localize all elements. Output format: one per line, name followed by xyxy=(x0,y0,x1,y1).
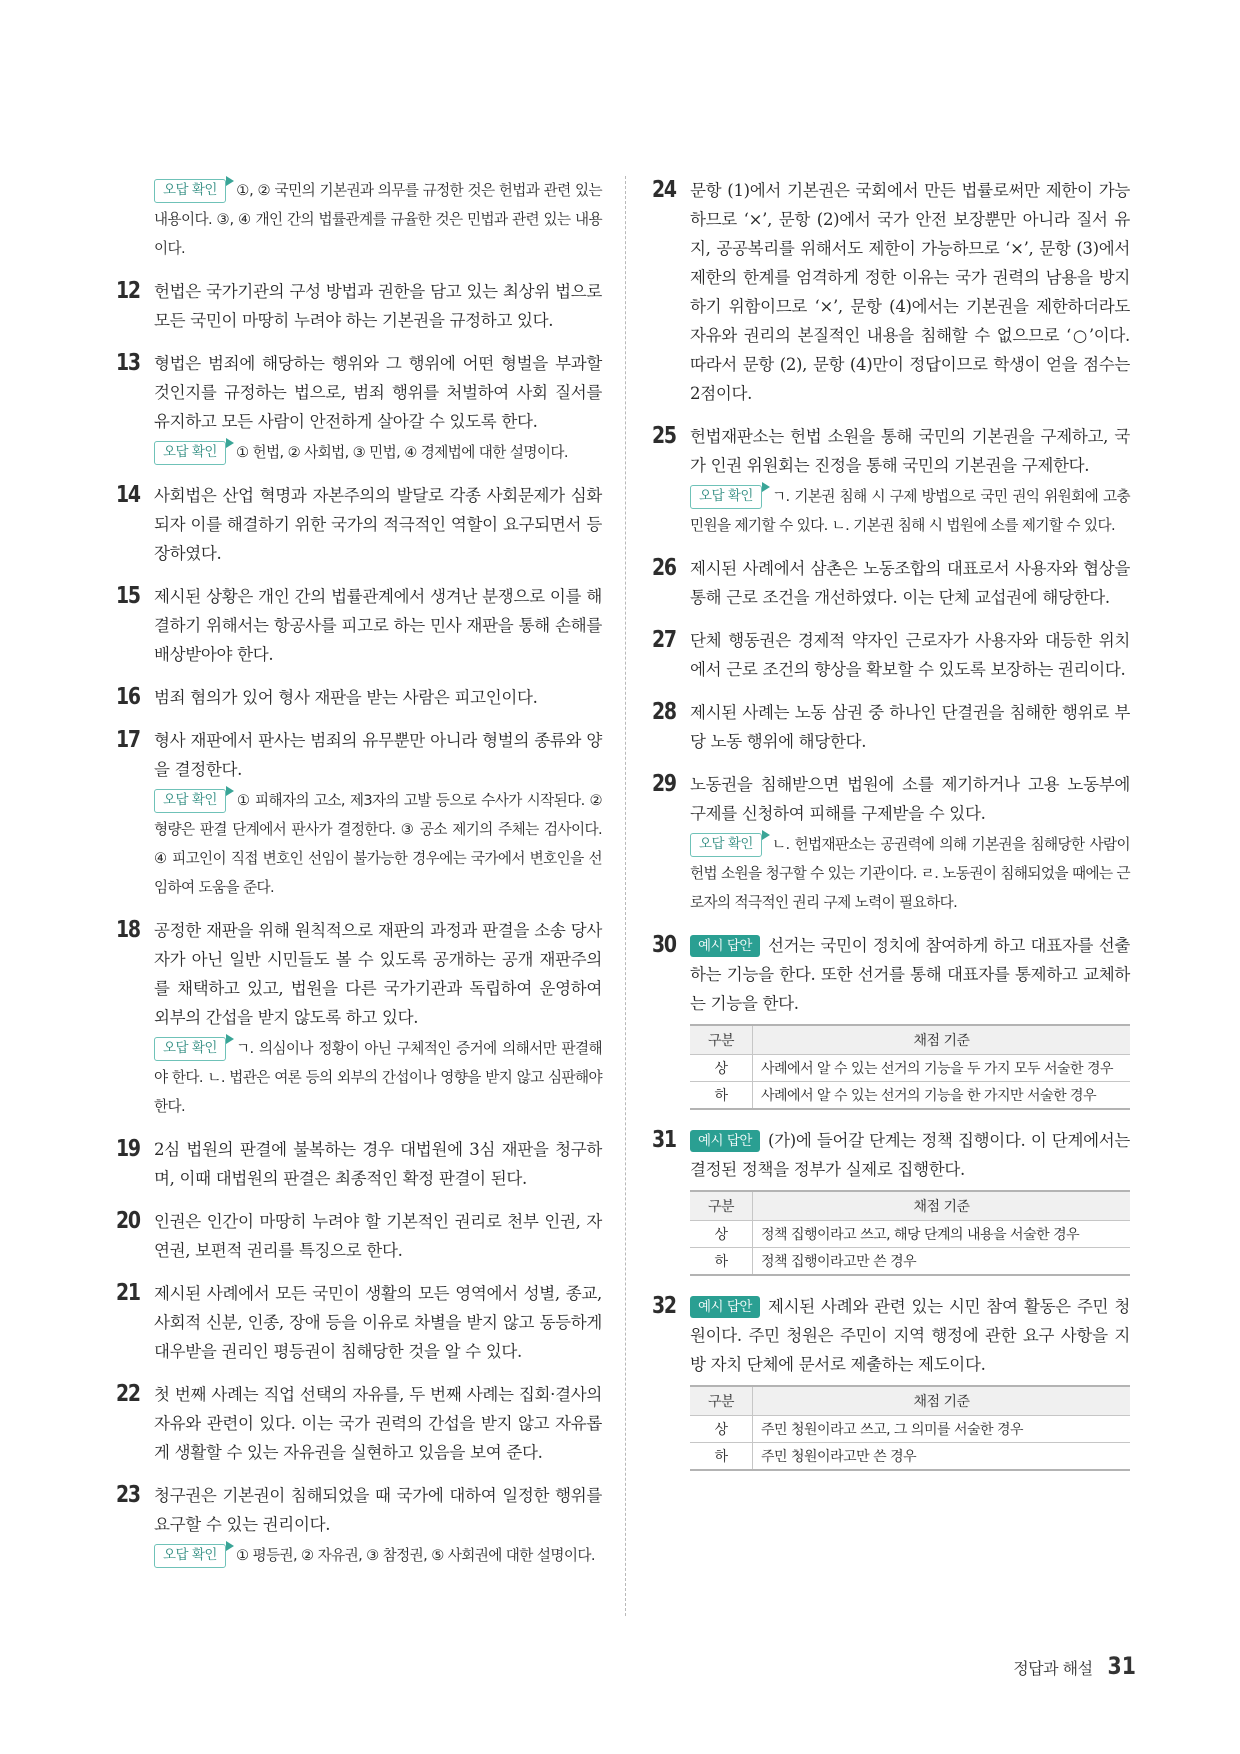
question-number: 22 xyxy=(116,1381,140,1407)
answer-text: 제시된 사례에서 삼촌은 노동조합의 대표로서 사용자와 협상을 통해 근로 조건을 개선하였다. 이는 단체 교섭권에 해당한다. xyxy=(690,559,1130,607)
rubric-header-criteria: 채점 기준 xyxy=(753,1386,1131,1416)
answer-21 xyxy=(116,1279,602,1366)
column-divider xyxy=(625,176,626,1616)
wrong-answer-check-tag: 오답 확인 xyxy=(690,485,762,509)
sample-answer-tag: 예시 답안 xyxy=(690,1296,760,1318)
rubric-row xyxy=(690,1416,1130,1443)
wrong-answer-note xyxy=(154,786,602,902)
rubric-row xyxy=(690,1082,1130,1110)
answer-27 xyxy=(652,626,1130,684)
answer-26 xyxy=(652,554,1130,612)
rubric-level: 상 xyxy=(690,1055,753,1082)
wrong-answer-note xyxy=(154,438,602,467)
rubric-header-criteria: 채점 기준 xyxy=(753,1191,1131,1221)
wrong-answer-check-tag: 오답 확인 xyxy=(154,1544,226,1568)
wrong-answer-note xyxy=(154,1034,602,1121)
answer-text: 단체 행동권은 경제적 약자인 근로자가 사용자와 대등한 위치에서 근로 조건의 향상을 확보할 수 있도록 보장하는 권리이다. xyxy=(690,631,1130,679)
rubric-header-level: 구분 xyxy=(690,1386,753,1416)
rubric-row xyxy=(690,1055,1130,1082)
answer-14 xyxy=(116,481,602,568)
rubric-criteria: 정책 집행이라고 쓰고, 해당 단계의 내용을 서술한 경우 xyxy=(753,1221,1131,1248)
answer-13 xyxy=(116,349,602,467)
scoring-rubric-table xyxy=(690,1190,1130,1276)
rubric-level: 하 xyxy=(690,1248,753,1276)
answer-15 xyxy=(116,582,602,669)
answer-text: 첫 번째 사례는 직업 선택의 자유를, 두 번째 사례는 집회·결사의 자유와 관련이 있다. 이는 국가 권력의 간섭을 받지 않고 자유롭게 생활할 수 있는 자유권을 실현하고 있음을 보여 준다. xyxy=(154,1385,602,1462)
rubric-header-row xyxy=(690,1191,1130,1221)
question-number: 25 xyxy=(652,423,676,449)
question-number: 23 xyxy=(116,1482,140,1508)
page-footer xyxy=(1013,1652,1138,1680)
footer-section-label: 정답과 해설 xyxy=(1013,1659,1093,1678)
note-text: ① 헌법, ② 사회법, ③ 민법, ④ 경제법에 대한 설명이다. xyxy=(235,444,568,461)
wrong-answer-note xyxy=(690,830,1130,917)
answer-28 xyxy=(652,698,1130,756)
answer-text: 범죄 혐의가 있어 형사 재판을 받는 사람은 피고인이다. xyxy=(154,688,538,707)
answer-text: 제시된 사례는 노동 삼권 중 하나인 단결권을 침해한 행위로 부당 노동 행위에 해당한다. xyxy=(690,703,1130,751)
scoring-rubric-table xyxy=(690,1385,1130,1471)
wrong-answer-check-tag: 오답 확인 xyxy=(154,179,226,203)
answer-12 xyxy=(116,277,602,335)
answer-text xyxy=(690,931,1130,1018)
rubric-header-row xyxy=(690,1386,1130,1416)
rubric-header-criteria: 채점 기준 xyxy=(753,1025,1131,1055)
answer-30 xyxy=(652,931,1130,1110)
wrong-answer-check-tag: 오답 확인 xyxy=(154,441,226,465)
answer-text: 헌법재판소는 헌법 소원을 통해 국민의 기본권을 구제하고, 국가 인권 위원회는 진정을 통해 국민의 기본권을 구제한다. xyxy=(690,427,1130,475)
answer-text: 제시된 사례에서 모든 국민이 생활의 모든 영역에서 성별, 종교, 사회적 신분, 인종, 장애 등을 이유로 차별을 받지 않고 동등하게 대우받을 권리인 평등권이 침해당한 것을 알 수 있다. xyxy=(154,1284,602,1361)
scoring-rubric-table xyxy=(690,1024,1130,1110)
answer-text: 노동권을 침해받으면 법원에 소를 제기하거나 고용 노동부에 구제를 신청하여 피해를 구제받을 수 있다. xyxy=(690,775,1130,823)
rubric-level: 하 xyxy=(690,1443,753,1471)
rubric-criteria: 주민 청원이라고만 쓴 경우 xyxy=(753,1443,1131,1471)
answer-text: 청구권은 기본권이 침해되었을 때 국가에 대하여 일정한 행위를 요구할 수 있는 권리이다. xyxy=(154,1486,602,1534)
rubric-header-row xyxy=(690,1025,1130,1055)
answer-text: 인권은 인간이 마땅히 누려야 할 기본적인 권리로 천부 인권, 자연권, 보편적 권리를 특징으로 한다. xyxy=(154,1212,602,1260)
question-number: 17 xyxy=(116,727,140,753)
note-text: ① 피해자의 고소, 제3자의 고발 등으로 수사가 시작된다. ② 형량은 판결 단계에서 판사가 결정한다. ③ 공소 제기의 주체는 검사이다. ④ 피고인이 직접 변호인 선임이 불가능한 경우에는 국가에서 변호인을 선임하여 도움을 준다. xyxy=(154,792,602,896)
question-number: 20 xyxy=(116,1208,140,1234)
rubric-criteria: 정책 집행이라고만 쓴 경우 xyxy=(753,1248,1131,1276)
question-number: 15 xyxy=(116,583,140,609)
sample-answer-text: 선거는 국민이 정치에 참여하게 하고 대표자를 선출하는 기능을 한다. 또한 선거를 통해 대표자를 통제하고 교체하는 기능을 한다. xyxy=(690,936,1130,1013)
wrong-answer-check-tag: 오답 확인 xyxy=(690,833,762,857)
rubric-header-level: 구분 xyxy=(690,1025,753,1055)
answer-text: 공정한 재판을 위해 원칙적으로 재판의 과정과 판결을 소송 당사자가 아닌 일반 시민들도 볼 수 있도록 공개하는 공개 재판주의를 채택하고 있고, 법원을 다른 국가기관과 독립하여 운영하여 외부의 간섭을 받지 않도록 하고 있다. xyxy=(154,921,602,1027)
note-text: ㄴ. 헌법재판소는 공권력에 의해 기본권을 침해당한 사람이 헌법 소원을 청구할 수 있는 기관이다. ㄹ. 노동권이 침해되었을 때에는 근로자의 적극적인 권리 구제 노력이 필요하다. xyxy=(690,836,1130,911)
question-number: 30 xyxy=(652,932,676,958)
question-number: 29 xyxy=(652,771,676,797)
wrong-answer-check-tag: 오답 확인 xyxy=(154,789,226,813)
answer-text xyxy=(690,1292,1130,1379)
right-column xyxy=(652,176,1130,1487)
sample-answer-text: (가)에 들어갈 단계는 정책 집행이다. 이 단계에서는 결정된 정책을 정부가 실제로 집행한다. xyxy=(690,1131,1130,1179)
rubric-criteria: 주민 청원이라고 쓰고, 그 의미를 서술한 경우 xyxy=(753,1416,1131,1443)
rubric-row xyxy=(690,1248,1130,1276)
rubric-level: 상 xyxy=(690,1221,753,1248)
question-number: 24 xyxy=(652,177,676,203)
question-number: 28 xyxy=(652,699,676,725)
left-column xyxy=(116,176,602,1584)
wrong-answer-note xyxy=(690,482,1130,540)
answer-23 xyxy=(116,1481,602,1570)
note-text: ① 평등권, ② 자유권, ③ 참정권, ⑤ 사회권에 대한 설명이다. xyxy=(235,1547,595,1564)
answer-text: 형법은 범죄에 해당하는 행위와 그 행위에 어떤 형벌을 부과할 것인지를 규정하는 법으로, 범죄 행위를 처벌하여 사회 질서를 유지하고 모든 사람이 안전하게 살아갈 수 있도록 한다. xyxy=(154,354,602,431)
answer-17 xyxy=(116,726,602,902)
answer-text: 형사 재판에서 판사는 범죄의 유무뿐만 아니라 형벌의 종류와 양을 결정한다. xyxy=(154,731,602,779)
question-number: 16 xyxy=(116,684,140,710)
rubric-level: 상 xyxy=(690,1416,753,1443)
answer-31 xyxy=(652,1126,1130,1276)
question-number: 13 xyxy=(116,350,140,376)
answer-32 xyxy=(652,1292,1130,1471)
answer-22 xyxy=(116,1380,602,1467)
answer-16 xyxy=(116,683,602,712)
question-number: 18 xyxy=(116,917,140,943)
answer-text: 헌법은 국가기관의 구성 방법과 권한을 담고 있는 최상위 법으로 모든 국민이 마땅히 누려야 하는 기본권을 규정하고 있다. xyxy=(154,282,602,330)
answer-25 xyxy=(652,422,1130,540)
note-text: ㄱ. 기본권 침해 시 구제 방법으로 국민 권익 위원회에 고충 민원을 제기할 수 있다. ㄴ. 기본권 침해 시 법원에 소를 제기할 수 있다. xyxy=(690,488,1130,534)
answer-text: 문항 (1)에서 기본권은 국회에서 만든 법률로써만 제한이 가능하므로 ‘×’, 문항 (2)에서 국가 안전 보장뿐만 아니라 질서 유지, 공공복리를 위해서도 제한이 가능하므로 ‘×’, 문항 (3)에서 제한의 한계를 엄격하게 정한 이유는 국가 권력의 남용을 방지하기 위함이므로 ‘×’, 문항 (4)에서는 기본권을 제한하더라도 자유와 권리의 본질적인 내용을 침해할 수 없으므로 ‘○’이다. 따라서 문항 (2), 문항 (4)만이 정답이므로 학생이 얻을 점수는 2점이다. xyxy=(690,181,1130,403)
answer-20 xyxy=(116,1207,602,1265)
note-carryover xyxy=(154,176,602,263)
page-number: 31 xyxy=(1107,1652,1136,1680)
rubric-level: 하 xyxy=(690,1082,753,1110)
rubric-row xyxy=(690,1443,1130,1471)
answer-29 xyxy=(652,770,1130,917)
rubric-header-level: 구분 xyxy=(690,1191,753,1221)
answer-19 xyxy=(116,1135,602,1193)
answer-24 xyxy=(652,176,1130,408)
question-number: 27 xyxy=(652,627,676,653)
rubric-row xyxy=(690,1221,1130,1248)
answer-text xyxy=(690,1126,1130,1184)
question-number: 19 xyxy=(116,1136,140,1162)
note-text: ①, ② 국민의 기본권과 의무를 규정한 것은 헌법과 관련 있는 내용이다. ③, ④ 개인 간의 법률관계를 규율한 것은 민법과 관련 있는 내용이다. xyxy=(154,182,602,257)
answer-text: 사회법은 산업 혁명과 자본주의의 발달로 각종 사회문제가 심화되자 이를 해결하기 위한 국가의 적극적인 역할이 요구되면서 등장하였다. xyxy=(154,486,602,563)
question-number: 21 xyxy=(116,1280,140,1306)
sample-answer-tag: 예시 답안 xyxy=(690,935,760,957)
answer-text: 2심 법원의 판결에 불복하는 경우 대법원에 3심 재판을 청구하며, 이때 대법원의 판결은 최종적인 확정 판결이 된다. xyxy=(154,1140,602,1188)
question-number: 31 xyxy=(652,1127,676,1153)
rubric-criteria: 사례에서 알 수 있는 선거의 기능을 한 가지만 서술한 경우 xyxy=(753,1082,1131,1110)
question-number: 14 xyxy=(116,482,140,508)
answer-18 xyxy=(116,916,602,1121)
sample-answer-tag: 예시 답안 xyxy=(690,1130,760,1152)
wrong-answer-check-tag: 오답 확인 xyxy=(154,1037,226,1061)
question-number: 26 xyxy=(652,555,676,581)
rubric-criteria: 사례에서 알 수 있는 선거의 기능을 두 가지 모두 서술한 경우 xyxy=(753,1055,1131,1082)
question-number: 12 xyxy=(116,278,140,304)
sample-answer-text: 제시된 사례와 관련 있는 시민 참여 활동은 주민 청원이다. 주민 청원은 주민이 지역 행정에 관한 요구 사항을 지방 자치 단체에 문서로 제출하는 제도이다. xyxy=(690,1297,1130,1374)
answer-text: 제시된 상황은 개인 간의 법률관계에서 생겨난 분쟁으로 이를 해결하기 위해서는 항공사를 피고로 하는 민사 재판을 통해 손해를 배상받아야 한다. xyxy=(154,587,602,664)
note-text: ㄱ. 의심이나 정황이 아닌 구체적인 증거에 의해서만 판결해야 한다. ㄴ. 법관은 여론 등의 외부의 간섭이나 영향을 받지 않고 심판해야 한다. xyxy=(154,1040,602,1115)
wrong-answer-note xyxy=(154,1541,602,1570)
question-number: 32 xyxy=(652,1293,676,1319)
